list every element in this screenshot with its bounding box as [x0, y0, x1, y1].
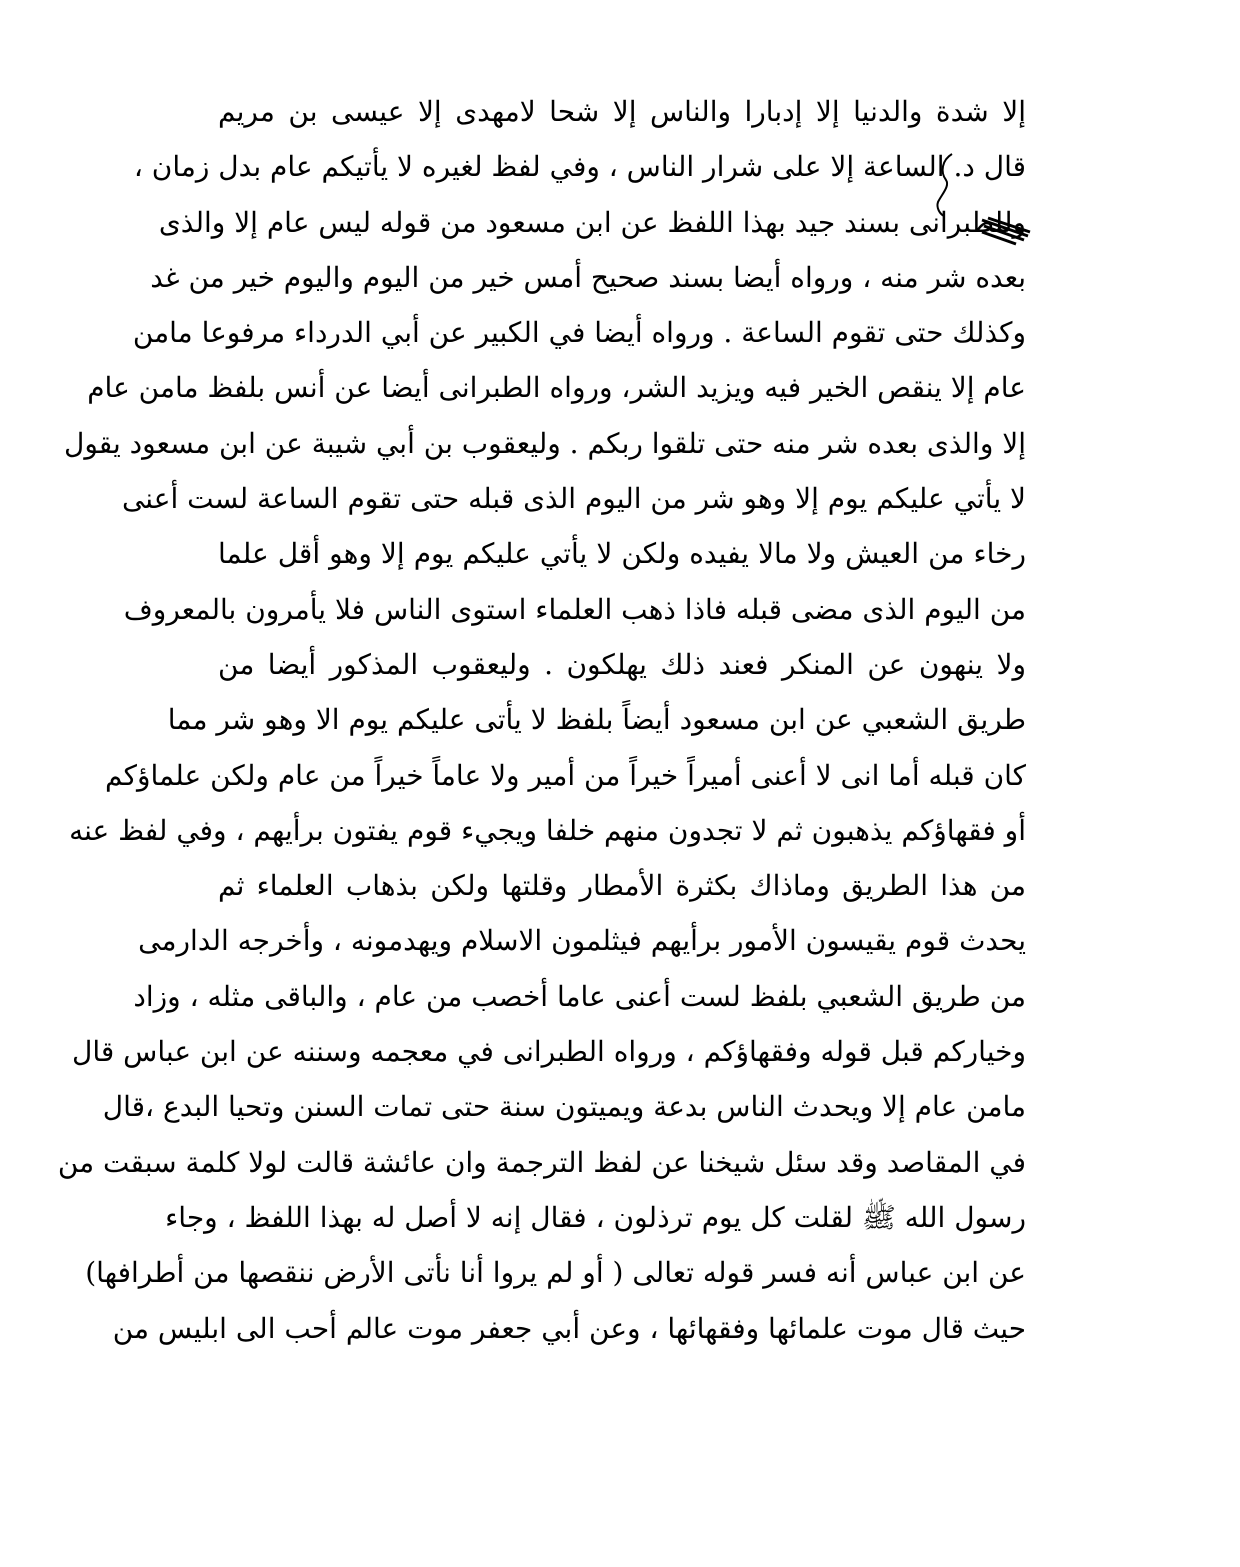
text-line-2: قال د. الساعة إلا على شرار الناس ، وفي لفظ لغيره لا يأتيكم عام بدل زمان ،: [133, 150, 1026, 184]
text-line-20: في المقاصد وقد سئل شيخنا عن لفظ الترجمة وان عائشة قالت لولا كلمة سبقت من: [57, 1145, 1026, 1179]
text-line-6: عام إلا ينقص الخير فيه ويزيد الشر، ورواه الطبرانى أيضا عن أنس بلفظ مامن عام: [87, 371, 1026, 405]
arabic-text-block: [57, 84, 1026, 1356]
text-line-16: يحدث قوم يقيسون الأمور برأيهم فيثلمون الاسلام ويهدمونه ، وأخرجه الدارمى: [138, 924, 1026, 958]
text-line-19: مامن عام إلا ويحدث الناس بدعة ويميتون سنة حتى تمات السنن وتحيا البدع ،قال: [102, 1090, 1026, 1124]
text-line-23: حيث قال موت علمائها وفقهائها ، وعن أبي جعفر موت عالم أحب الى ابليس من: [112, 1311, 1026, 1345]
text-line-21: رسول الله ﷺ لقلت كل يوم ترذلون ، فقال إنه لا أصل له بهذا اللفظ ، وجاء: [165, 1200, 1026, 1234]
text-line-17: من طريق الشعبي بلفظ لست أعنى عاما أخصب من عام ، والباقى مثله ، وزاد: [133, 979, 1026, 1013]
text-line-13: كان قبله أما انى لا أعنى أميراً خيراً من أمير ولا عاماً خيراً من عام ولكن علماؤكم: [105, 758, 1026, 792]
margin-scribble-icon: [980, 210, 1032, 248]
text-line-11: ولا ينهون عن المنكر فعند ذلك يهلكون . وليعقوب المذكور أيضا من: [218, 647, 1026, 681]
text-line-8: لا يأتي عليكم يوم إلا وهو شر من اليوم الذى قبله حتى تقوم الساعة لست أعنى: [121, 482, 1026, 516]
text-line-18: وخياركم قبل قوله وفقهاؤكم ، ورواه الطبرانى في معجمه وسننه عن ابن عباس قال: [72, 1035, 1026, 1069]
text-line-3: وللطبرانى بسند جيد بهذا اللفظ عن ابن مسعود من قوله ليس عام إلا والذى: [158, 205, 1026, 239]
text-line-22: عن ابن عباس أنه فسر قوله تعالى ( أو لم يروا أنا نأتى الأرض ننقصها من أطرافها): [85, 1256, 1026, 1290]
text-line-12: طريق الشعبي عن ابن مسعود أيضاً بلفظ لا يأتى عليكم يوم الا وهو شر مما: [167, 703, 1026, 737]
text-line-7: إلا والذى بعده شر منه حتى تلقوا ربكم . وليعقوب بن أبي شيبة عن ابن مسعود يقول: [64, 426, 1026, 460]
text-line-14: أو فقهاؤكم يذهبون ثم لا تجدون منهم خلفا ويجيء قوم يفتون برأيهم ، وفي لفظ عنه: [69, 813, 1026, 847]
text-line-15: من هذا الطريق وماذاك بكثرة الأمطار وقلتها ولكن بذهاب العلماء ثم: [218, 869, 1026, 903]
text-line-10: من اليوم الذى مضى قبله فاذا ذهب العلماء استوى الناس فلا يأمرون بالمعروف: [123, 592, 1026, 626]
margin-insertion-mark-icon: [932, 150, 960, 220]
text-line-9: رخاء من العيش ولا مالا يفيده ولكن لا يأتي عليكم يوم إلا وهو أقل علما: [218, 537, 1026, 571]
text-line-1: إلا شدة والدنيا إلا إدبارا والناس إلا شحا لامهدى إلا عيسى بن مريم: [218, 95, 1026, 128]
text-line-4: بعده شر منه ، ورواه أيضا بسند صحيح أمس خير من اليوم واليوم خير من غد: [150, 260, 1026, 294]
text-line-5: وكذلك حتى تقوم الساعة . ورواه أيضا في الكبير عن أبي الدرداء مرفوعا مامن: [132, 316, 1026, 350]
